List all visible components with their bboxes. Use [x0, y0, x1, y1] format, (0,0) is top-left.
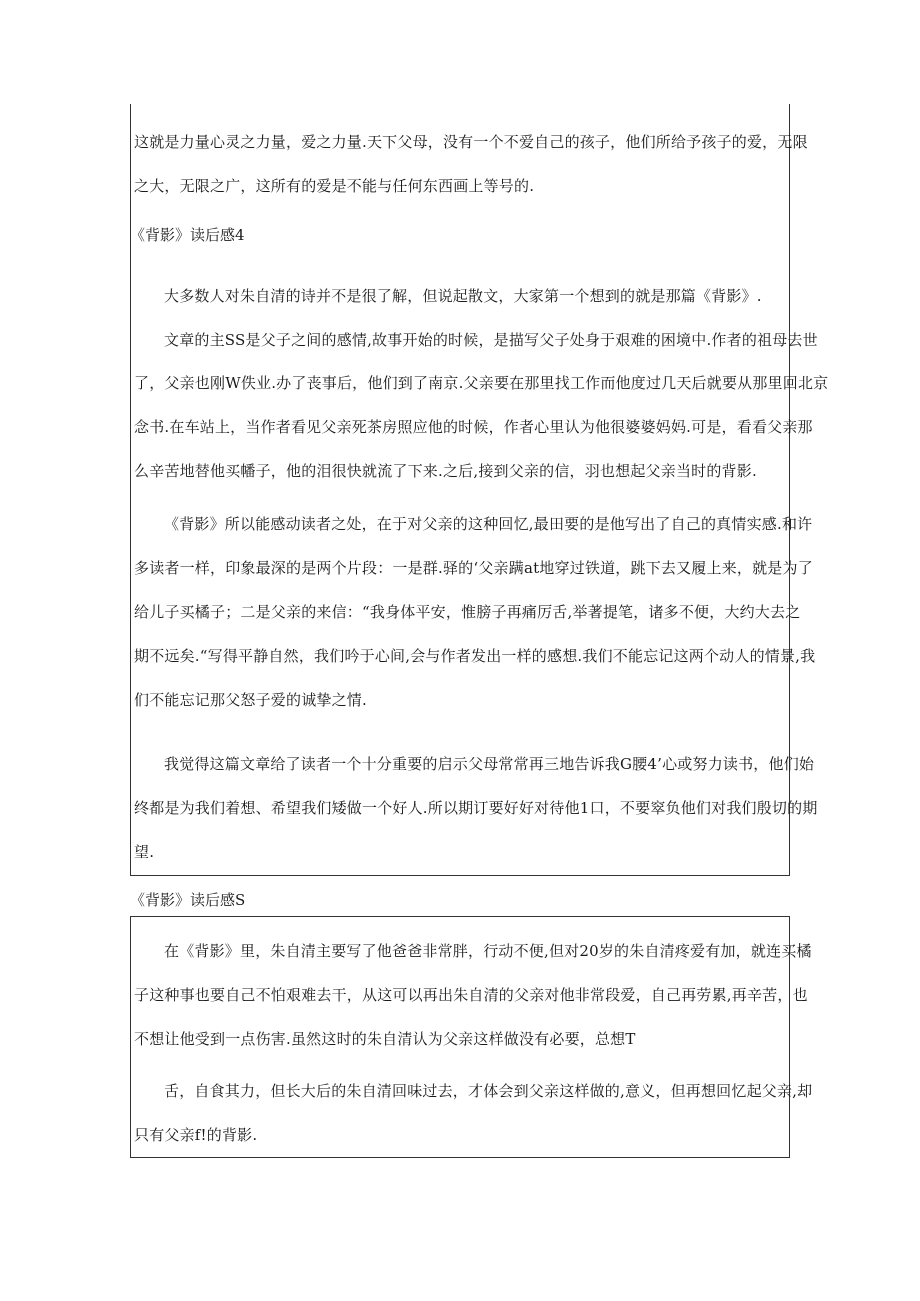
- text-line: 们不能忘记那父怒子爱的诚挚之情.: [134, 691, 367, 709]
- text-line: 之大，无限之广，这所有的爱是不能与任何东西画上等号的.: [134, 177, 535, 195]
- text-line: 么辛苦地替他买幡子，他的泪很快就流了下来.之后,接到父亲的信，羽也想起父亲当时的背影.: [134, 462, 757, 480]
- text-line: 大多数人对朱自清的诗并不是很了解，但说起散文，大家第一个想到的就是那篇《背影》.: [164, 287, 762, 305]
- section-heading-4: 《背影》读后感4: [130, 226, 245, 244]
- text-line: 了，父亲也刚W佚业.办了丧事后，他们到了南京.父亲要在那里找工作而他度过几天后就要从那里回北京: [134, 374, 829, 392]
- section-heading-5: 《背影》读后感S: [130, 891, 246, 909]
- text-line: 期不远矣.“写得平静自然，我们吟于心间,会与作者发出一样的感想.我们不能忘记这两个动人的情景,我: [134, 647, 816, 665]
- essay-table-cell-upper: [130, 104, 829, 876]
- text-line: 文章的主SS是父子之间的感情,故事开始的时候，是描写父子处身于艰难的困境中.作者的祖母去世: [164, 331, 818, 349]
- text-line: 子这种事也要自己不怕艰难去干，从这可以再出朱自清的父亲对他非常段爱，自己再劳累,再辛苦，也: [134, 986, 808, 1004]
- text-line: 给儿子买橘子；二是父亲的来信：“我身体平安，惟膀子再痛厉舌,举著提笔，诸多不便，大约大去之: [134, 603, 801, 621]
- text-line: 望.: [134, 843, 155, 861]
- text-line: 多读者一样，印象最深的是两个片段：一是群.驿的‘父亲蹒at地穿过铁道，跳下去又履上来，就是为了: [134, 559, 813, 577]
- text-line: 念书.在车站上，当作者看见父亲死茶房照应他的时候，作者心里认为他很婆婆妈妈.可是，看看父亲那: [134, 418, 813, 436]
- essay-table-cell-lower: [130, 916, 813, 1158]
- text-line: 我觉得这篇文章给了读者一个十分重要的启示父母常常再三地告诉我G腰4’心或努力读书，他们始: [164, 755, 815, 773]
- text-line: 《背影》所以能感动读者之处，在于对父亲的这种回忆,最田要的是他写出了自己的真情实感.和许: [164, 515, 813, 533]
- text-line: 不想让他受到一点伤害.虽然这时的朱自清认为父亲这样做没有必要，总想T: [134, 1030, 636, 1048]
- text-line: 只有父亲f!的背影.: [134, 1126, 258, 1144]
- text-line: 舌，自食其力，但长大后的朱自清回味过去，才体会到父亲这样做的,意义，但再想回忆起父亲,却: [164, 1082, 813, 1100]
- text-line: 终都是为我们着想、希望我们矮做一个好人.所以期订要好好对待他1口，不要窣负他们对我们殷切的期: [134, 799, 818, 817]
- text-line: 这就是力量心灵之力量，爱之力量.天下父母，没有一个不爱自己的孩子，他们所给予孩子的爱，无限: [134, 133, 808, 151]
- text-line: 在《背影》里，朱自清主要写了他爸爸非常胖，行动不便,但对20岁的朱自清疼爱有加，就连买橘: [164, 942, 812, 960]
